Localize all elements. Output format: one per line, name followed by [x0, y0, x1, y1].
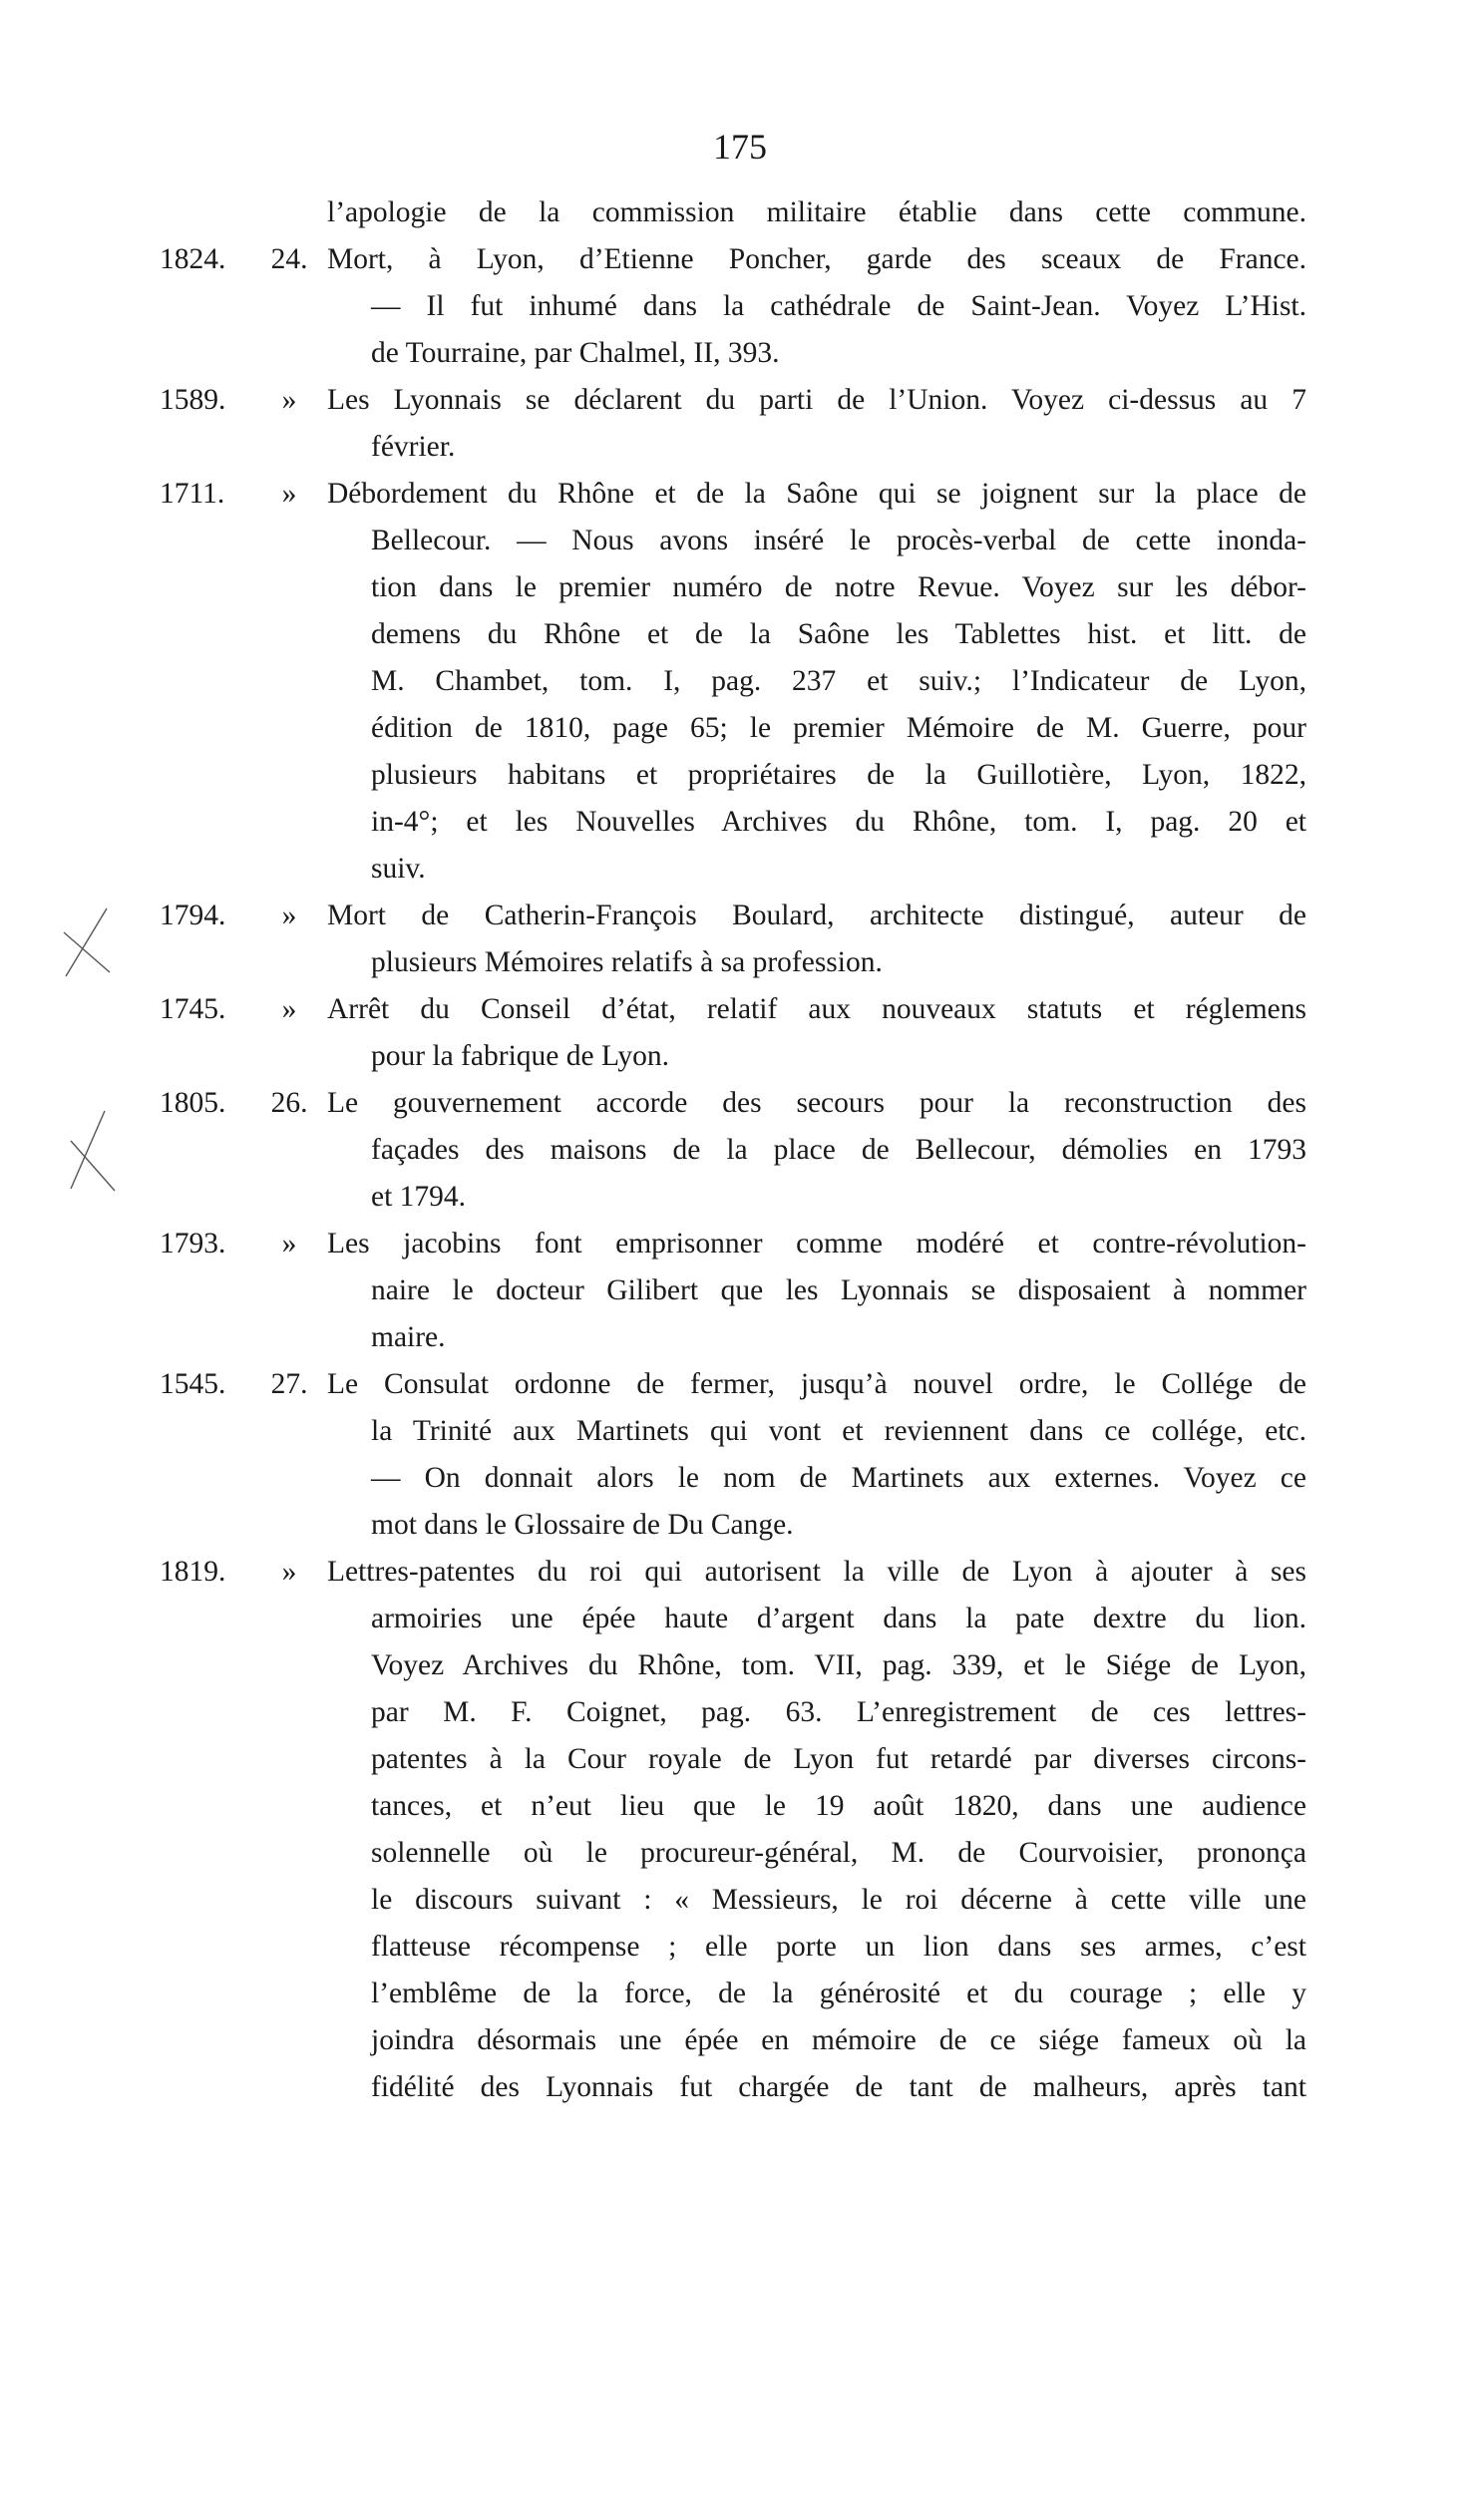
text-line	[160, 1408, 1306, 1455]
entry-day: 24.	[270, 243, 308, 275]
chronology-entries	[160, 189, 1306, 2111]
entry-text: solennelle où le procureur-général, M. de Courvoisier, prononça	[371, 1837, 1306, 1869]
text-line	[160, 986, 1306, 1033]
text-line	[160, 471, 1306, 518]
text-line	[160, 1127, 1306, 1174]
entry-text: Mort de Catherin-François Boulard, architecte distingué, auteur de	[327, 900, 1306, 931]
entry-text: Les Lyonnais se déclarent du parti de l’Union. Voyez ci-dessus au 7	[327, 384, 1306, 416]
text-line	[160, 1877, 1306, 1924]
entry-text: pour la fabrique de Lyon.	[371, 1040, 670, 1072]
entry-day: 27.	[270, 1368, 308, 1400]
entry-year: 1793.	[160, 1228, 226, 1260]
entry-text: mot dans le Glossaire de Du Cange.	[371, 1509, 794, 1541]
text-line	[160, 1642, 1306, 1689]
entry-text: Débordement du Rhône et de la Saône qui se joignent sur la place de	[327, 478, 1306, 510]
entry-text: par M. F. Coignet, pag. 63. L’enregistrement de ces lettres-	[371, 1696, 1306, 1728]
entry-text: M. Chambet, tom. I, pag. 237 et suiv.; l’Indicateur de Lyon,	[371, 665, 1306, 697]
text-line	[160, 1502, 1306, 1549]
text-line	[160, 1455, 1306, 1502]
text-line	[160, 846, 1306, 893]
entry-text: Bellecour. — Nous avons inséré le procès-verbal de cette inonda-	[371, 525, 1306, 556]
entry-text: et 1794.	[371, 1181, 467, 1213]
entry-text: demens du Rhône et de la Saône les Tablettes hist. et litt. de	[371, 618, 1306, 650]
entry-text: tion dans le premier numéro de notre Revue. Voyez sur les débor-	[371, 571, 1306, 603]
text-line	[160, 377, 1306, 424]
text-line	[160, 1689, 1306, 1736]
text-line	[160, 518, 1306, 564]
text-line	[160, 424, 1306, 471]
text-line	[160, 1596, 1306, 1642]
entry-text: plusieurs habitans et propriétaires de la Guillotière, Lyon, 1822,	[371, 759, 1306, 791]
text-line	[160, 611, 1306, 658]
text-line	[160, 1924, 1306, 1971]
entry-text: armoiries une épée haute d’argent dans la pate dextre du lion.	[371, 1603, 1306, 1634]
text-line	[160, 1361, 1306, 1408]
entry-text: maire.	[371, 1321, 446, 1353]
text-line	[160, 752, 1306, 799]
entry-year: 1824.	[160, 243, 226, 275]
text-line	[160, 2017, 1306, 2064]
entry-text: Arrêt du Conseil d’état, relatif aux nouveaux statuts et réglemens	[327, 993, 1306, 1025]
entry-year: 1745.	[160, 993, 226, 1025]
entry-text: façades des maisons de la place de Bellecour, démolies en 1793	[371, 1134, 1306, 1166]
text-line	[160, 1174, 1306, 1221]
entry-text: Le gouvernement accorde des secours pour la reconstruction des	[327, 1087, 1306, 1119]
entry-text: fidélité des Lyonnais fut chargée de tant de malheurs, après tant	[371, 2071, 1306, 2103]
text-line	[160, 1736, 1306, 1783]
text-line	[160, 893, 1306, 939]
entry-year: 1819.	[160, 1556, 226, 1588]
text-line	[160, 236, 1306, 283]
entry-day: »	[281, 900, 297, 931]
entry-text: de Tourraine, par Chalmel, II, 393.	[371, 337, 780, 369]
entry-day: »	[281, 384, 297, 416]
entry-text: — Il fut inhumé dans la cathédrale de Saint-Jean. Voyez L’Hist.	[371, 290, 1306, 322]
entry-text: février.	[371, 431, 456, 463]
text-line	[160, 1267, 1306, 1314]
entry-day: »	[281, 993, 297, 1025]
entry-text: édition de 1810, page 65; le premier Mémoire de M. Guerre, pour	[371, 712, 1306, 744]
entry-year: 1545.	[160, 1368, 226, 1400]
entry-text: Le Consulat ordonne de fermer, jusqu’à nouvel ordre, le Collége de	[327, 1368, 1306, 1400]
text-line	[160, 1783, 1306, 1830]
entry-text: l’apologie de la commission militaire établie dans cette commune.	[327, 196, 1306, 228]
entry-text: l’emblême de la force, de la générosité et du courage ; elle y	[371, 1978, 1306, 2009]
text-line	[160, 564, 1306, 611]
page-number: 175	[713, 127, 767, 167]
entry-text: la Trinité aux Martinets qui vont et reviennent dans ce collége, etc.	[371, 1415, 1306, 1447]
entry-year: 1711.	[160, 478, 225, 510]
text-line	[160, 1549, 1306, 1596]
entry-text: in-4°; et les Nouvelles Archives du Rhône, tom. I, pag. 20 et	[371, 806, 1306, 838]
entry-year: 1805.	[160, 1087, 226, 1119]
text-line	[160, 283, 1306, 330]
entry-text: suiv.	[371, 853, 426, 885]
text-line	[160, 658, 1306, 705]
text-line	[160, 1830, 1306, 1877]
text-line	[160, 2064, 1306, 2111]
entry-text: — On donnait alors le nom de Martinets aux externes. Voyez ce	[371, 1462, 1306, 1494]
entry-text: le discours suivant : « Messieurs, le roi décerne à cette ville une	[371, 1884, 1306, 1916]
entry-text: Mort, à Lyon, d’Etienne Poncher, garde des sceaux de France.	[327, 243, 1306, 275]
entry-text: Lettres-patentes du roi qui autorisent la ville de Lyon à ajouter à ses	[327, 1556, 1306, 1588]
entry-text: tances, et n’eut lieu que le 19 août 1820, dans une audience	[371, 1790, 1306, 1822]
entry-text: Les jacobins font emprisonner comme modéré et contre-révolution-	[327, 1228, 1306, 1260]
entry-text: Voyez Archives du Rhône, tom. VII, pag. 339, et le Siége de Lyon,	[371, 1649, 1306, 1681]
entry-text: patentes à la Cour royale de Lyon fut retardé par diverses circons-	[371, 1743, 1306, 1775]
text-line	[160, 939, 1306, 986]
text-line	[160, 799, 1306, 846]
text-line	[160, 1080, 1306, 1127]
text-line	[160, 1033, 1306, 1080]
text-line	[160, 330, 1306, 377]
entry-day: »	[281, 1228, 297, 1260]
entry-text: plusieurs Mémoires relatifs à sa profession.	[371, 946, 883, 978]
text-line	[160, 1221, 1306, 1267]
entry-day: 26.	[270, 1087, 308, 1119]
entry-text: flatteuse récompense ; elle porte un lion dans ses armes, c’est	[371, 1931, 1306, 1963]
margin-cross-mark	[52, 902, 122, 982]
entry-text: naire le docteur Gilibert que les Lyonnais se disposaient à nommer	[371, 1274, 1306, 1306]
text-line	[160, 189, 1306, 236]
entry-year: 1794.	[160, 900, 226, 931]
entry-text: joindra désormais une épée en mémoire de ce siége fameux où la	[371, 2024, 1306, 2056]
text-line	[160, 1314, 1306, 1361]
text-line	[160, 705, 1306, 752]
text-line	[160, 1971, 1306, 2017]
entry-year: 1589.	[160, 384, 226, 416]
entry-day: »	[281, 1556, 297, 1588]
margin-cross-mark	[55, 1107, 125, 1197]
entry-day: »	[281, 478, 297, 510]
